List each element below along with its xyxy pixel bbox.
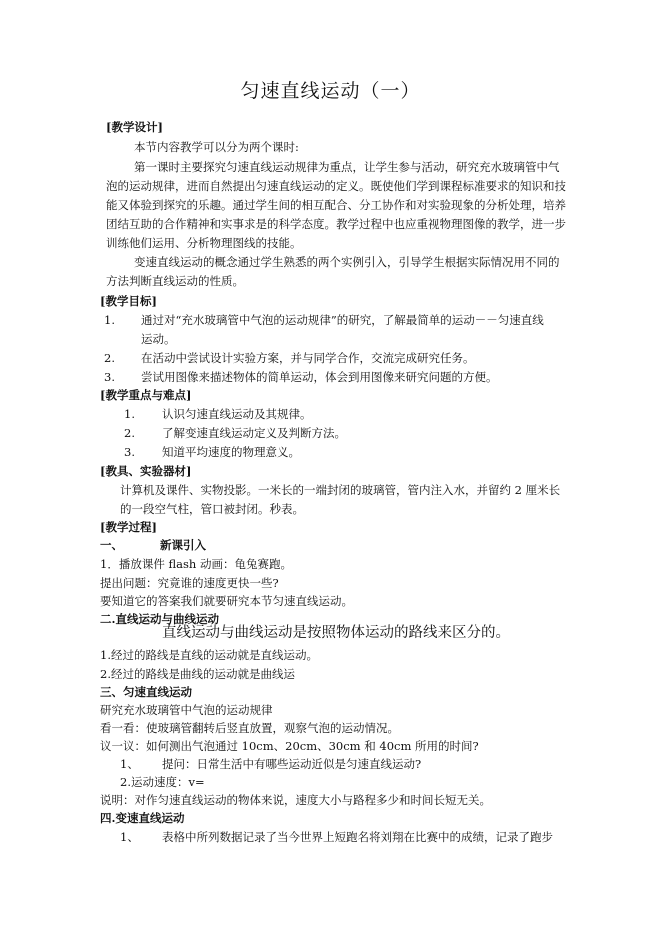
list-item-number: 1. — [124, 407, 135, 421]
paragraph-line: 本节内容教学可以分为两个课时: — [134, 140, 299, 154]
paragraph-line: 看一看：使玻璃管翻转后竖直放置，观察气泡的运动情况。 — [100, 721, 399, 735]
paragraph-line: 要知道它的答案我们就要研究本节匀速直线运动。 — [100, 594, 353, 608]
section-heading-focus: [教学重点与难点] — [100, 388, 192, 402]
paragraph-line: 方法判断直线运动的性质。 — [106, 274, 244, 288]
paragraph-line: 1．播放课件 flash 动画：龟兔赛跑。 — [100, 557, 292, 571]
list-item-text: 提问：日常生活中有哪些运动近似是匀速直线运动? — [162, 757, 422, 771]
emphasis-line: 直线运动与曲线运动是按照物体运动的路线来区分的。 — [162, 625, 510, 641]
section-heading-equipment: [教具、实验器材] — [100, 464, 192, 478]
paragraph-line: 研究充水玻璃管中气泡的运动规律 — [100, 703, 273, 717]
section-heading-process: [教学过程] — [100, 520, 157, 534]
list-item-number: 1、 — [120, 830, 139, 844]
subsection-title: 三、匀速直线运动 — [100, 685, 192, 699]
paragraph-line: 1.经过的路线是直线的运动就是直线运动。 — [100, 648, 318, 662]
section-heading-design: [教学设计] — [106, 120, 163, 134]
list-item-number: 3. — [124, 445, 135, 459]
list-item-text: 通过对“充水玻璃管中气泡的运动规律”的研究，了解最简单的运动－－匀速直线 — [141, 313, 544, 327]
paragraph-line: 泡的运动规律，进而自然提出匀速直线运动的定义。既使他们学到课程标准要求的知识和技 — [106, 179, 566, 193]
paragraph-line: 第一课时主要探究匀速直线运动规律为重点，让学生参与活动，研究充水玻璃管中气 — [134, 160, 560, 174]
paragraph-line: 团结互助的合作精神和实事求是的科学态度。教学过程中也应重视物理图像的教学，进一步 — [106, 217, 566, 231]
list-item-text: 尝试用图像来描述物体的简单运动，体会到用图像来研究问题的方便。 — [141, 370, 498, 384]
paragraph-line: 2.运动速度：v= — [120, 775, 205, 789]
subsection-title: 新课引入 — [160, 538, 206, 552]
list-item-number: 1、 — [120, 757, 139, 771]
list-item-number: 3. — [104, 370, 115, 384]
paragraph-line: 提出问题：究竟谁的速度更快一些? — [100, 576, 279, 590]
list-item-number: 2. — [104, 351, 115, 365]
paragraph-line: 能又体验到探究的乐趣。通过学生间的相互配合、分工协作和对实验现象的分析处理，培养 — [106, 198, 566, 212]
paragraph-line: 训练他们运用、分析物理图线的技能。 — [106, 236, 302, 250]
list-item-number: 2. — [124, 426, 135, 440]
list-item-text: 表格中所列数据记录了当今世界上短跑名将刘翔在比赛中的成绩，记录了跑步 — [162, 830, 553, 844]
paragraph-line: 的一段空气柱，管口被封闭。秒表。 — [120, 502, 304, 516]
list-item-text: 认识匀速直线运动及其规律。 — [162, 407, 312, 421]
list-item-text: 在活动中尝试设计实验方案，并与同学合作，交流完成研究任务。 — [141, 351, 475, 365]
subsection-title: 二.直线运动与曲线运动 — [100, 612, 220, 626]
paragraph-line: 说明：对作匀速直线运动的物体来说，速度大小与路程多少和时间长短无关。 — [100, 793, 491, 807]
subsection-title: 四.变速直线运动 — [100, 811, 185, 825]
list-item-number: 1. — [104, 313, 115, 327]
subsection-number: 一、 — [100, 538, 123, 552]
list-item-text: 知道平均速度的物理意义。 — [162, 445, 300, 459]
paragraph-line: 变速直线运动的概念通过学生熟悉的两个实例引入，引导学生根据实际情况用不同的 — [134, 255, 560, 269]
list-item-text: 运动。 — [141, 332, 176, 346]
paragraph-line: 议一议：如何测出气泡通过 10cm、20cm、30cm 和 40cm 所用的时间? — [100, 739, 479, 753]
paragraph-line: 2.经过的路线是曲线的运动就是曲线运 — [100, 667, 295, 681]
list-item-text: 了解变速直线运动定义及判断方法。 — [162, 426, 346, 440]
section-heading-goals: [教学目标] — [100, 294, 157, 308]
paragraph-line: 计算机及课件、实物投影。一米长的一端封闭的玻璃管，管内注入水，并留约 2 厘米长 — [120, 483, 561, 497]
document-title: 匀速直线运动（一） — [240, 80, 421, 102]
